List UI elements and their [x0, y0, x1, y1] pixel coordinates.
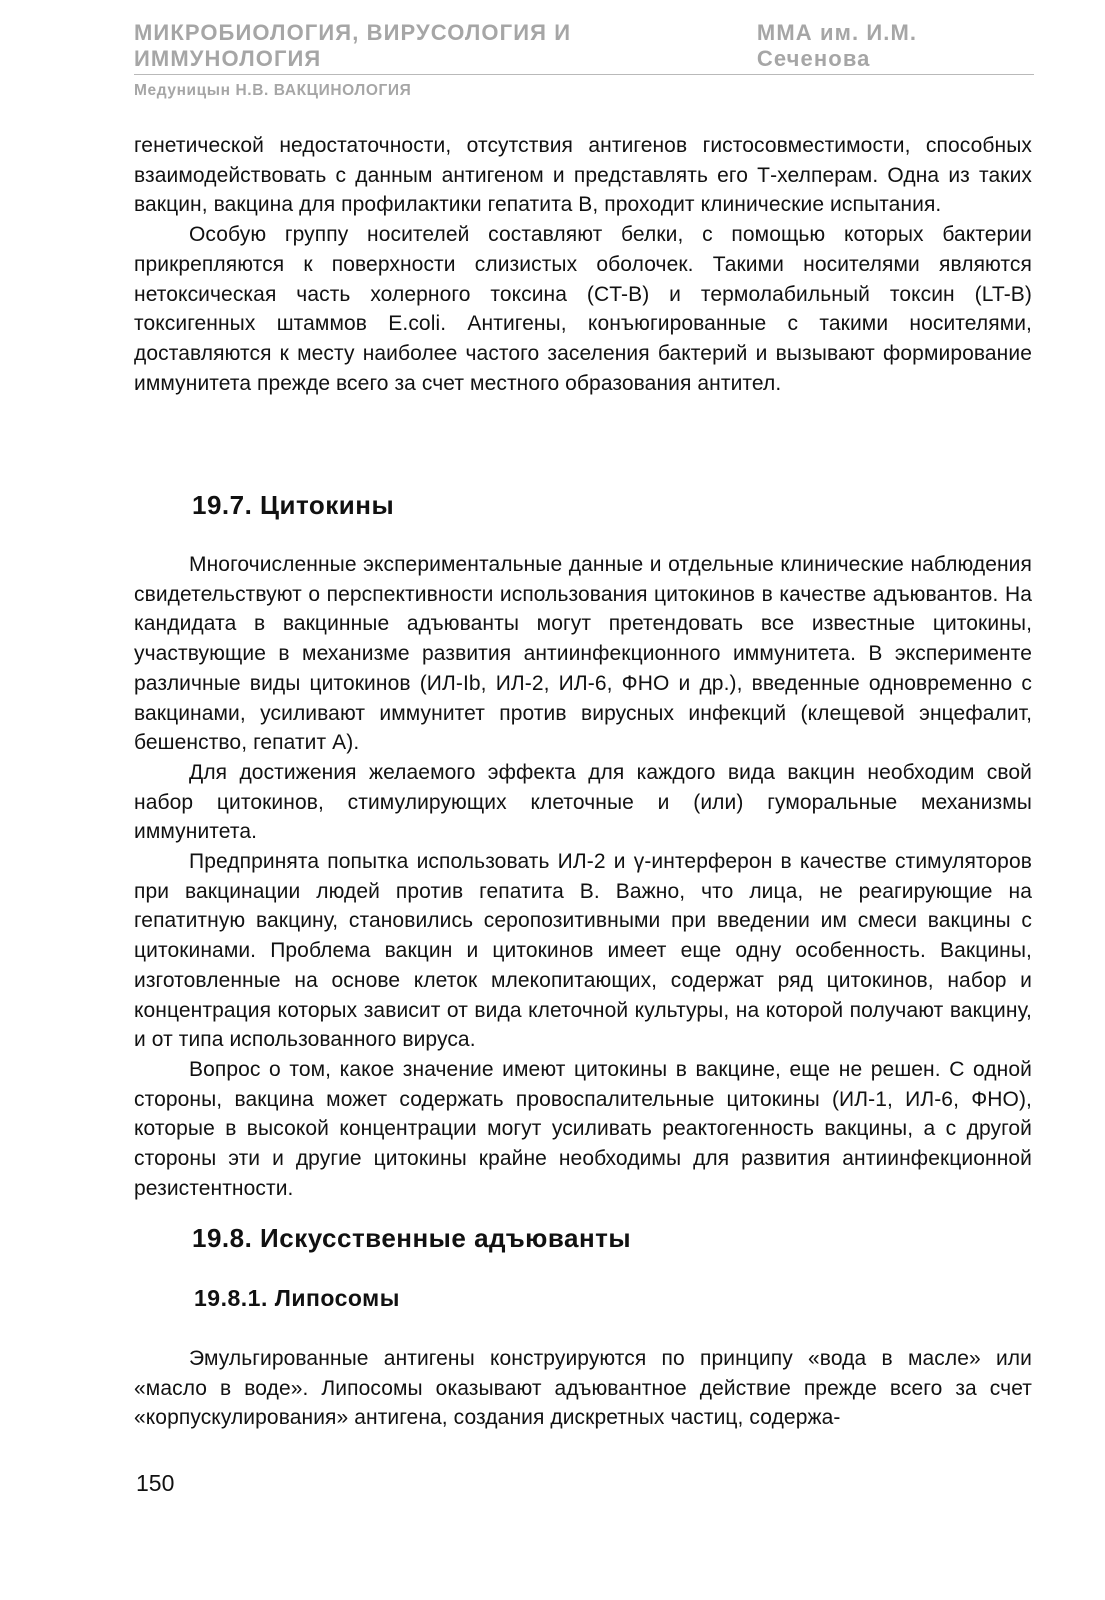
paragraph: Для достижения желаемого эффекта для каждого вида вакцин необходим свой набор цитокинов, стимулирующих клеточные и (или) гуморальные механизмы иммунитета.	[134, 760, 1032, 844]
section-19-7-text	[134, 550, 1032, 1203]
paragraph: Вопрос о том, какое значение имеют цитокины в вакцине, еще не решен. С одной стороны, вакцина может содержать провоспалительные цитокины (ИЛ-1, ИЛ-6, ФНО), которые в высокой концентрации могут усиливать реактогенность вакцины, а с другой стороны эти и другие цитокины крайне необходимы для развития антиинфекционной резистентности.	[134, 1057, 1032, 1200]
paragraph: Предпринята попытка использовать ИЛ-2 и γ-интерферон в качестве стимуляторов при вакцинации людей против гепатита В. Важно, что лица, не реагирующие на гепатитную вакцину, становились серопозитивными при введении им смеси вакцины с цитокинами. Проблема вакцин и цитокинов имеет еще одну особенность. Вакцины, изготовленные на основе клеток млекопитающих, содержат ряд цитокинов, набор и концентрация которых зависит от вида клеточной культуры, на которой получают вакцину, и от типа использованного вируса.	[134, 850, 1032, 1052]
running-header-top-line	[134, 20, 1034, 75]
section-19-8-1-text	[134, 1344, 1032, 1433]
author-chapter: Медуницын Н.В. ВАКЦИНОЛОГИЯ	[134, 82, 412, 99]
publisher-name: ММА им. И.М. Сеченова	[756, 20, 918, 71]
page-number: 150	[136, 1470, 175, 1496]
paragraph: Многочисленные экспериментальные данные и отдельные клинические наблюдения свидетельствуют о перспективности использования цитокинов в качестве адъювантов. На кандидата в вакцинные адъюванты могут претендовать все известные цитокины, участвующие в механизме развития антиинфекционного иммунитета. В эксперименте различные виды цитокинов (ИЛ-Ib, ИЛ-2, ИЛ-6, ФНО и др.), введенные одновременно с вакцинами, усиливают иммунитет против вирусных инфекций (клещевой энцефалит, бешенство, гепатит А).	[134, 553, 1032, 755]
paragraph: Особую группу носителей составляют белки, с помощью которых бактерии прикрепляются к поверхности слизистых оболочек. Такими носителями являются нетоксическая часть холерного токсина (CT-B) и термолабильный токсин (LT-B) токсигенных штаммов E.coli. Антигены, конъюгированные с такими носителями, доставляются к месту наиболее частого заселения бактерий и вызывают формирование иммунитета прежде всего за счет местного образования антител.	[134, 223, 1032, 395]
paragraph: Эмульгированные антигены конструируются по принципу «вода в масле» или «масло в воде». Липосомы оказывают адъювантное действие прежде всего за счет «корпускулирования» антигена, создания дискретных частиц, содержа-	[134, 1347, 1032, 1430]
running-header	[134, 20, 1034, 104]
subsection-heading: 19.8.1. Липосомы	[194, 1285, 400, 1311]
section-heading: 19.8. Искусственные адъюванты	[192, 1223, 632, 1253]
section-heading: 19.7. Цитокины	[192, 490, 395, 520]
intro-text-block	[134, 131, 1032, 398]
paragraph: генетической недостаточности, отсутствия антигенов гистосовместимости, способных взаимодействовать с данным антигеном и представлять его Т-хелперам. Одна из таких вакцин, вакцина для профилактики гепатита В, проходит клинические испытания.	[134, 134, 1032, 217]
book-title: МИКРОБИОЛОГИЯ, ВИРУСОЛОГИЯ И ИММУНОЛОГИЯ	[134, 20, 572, 71]
